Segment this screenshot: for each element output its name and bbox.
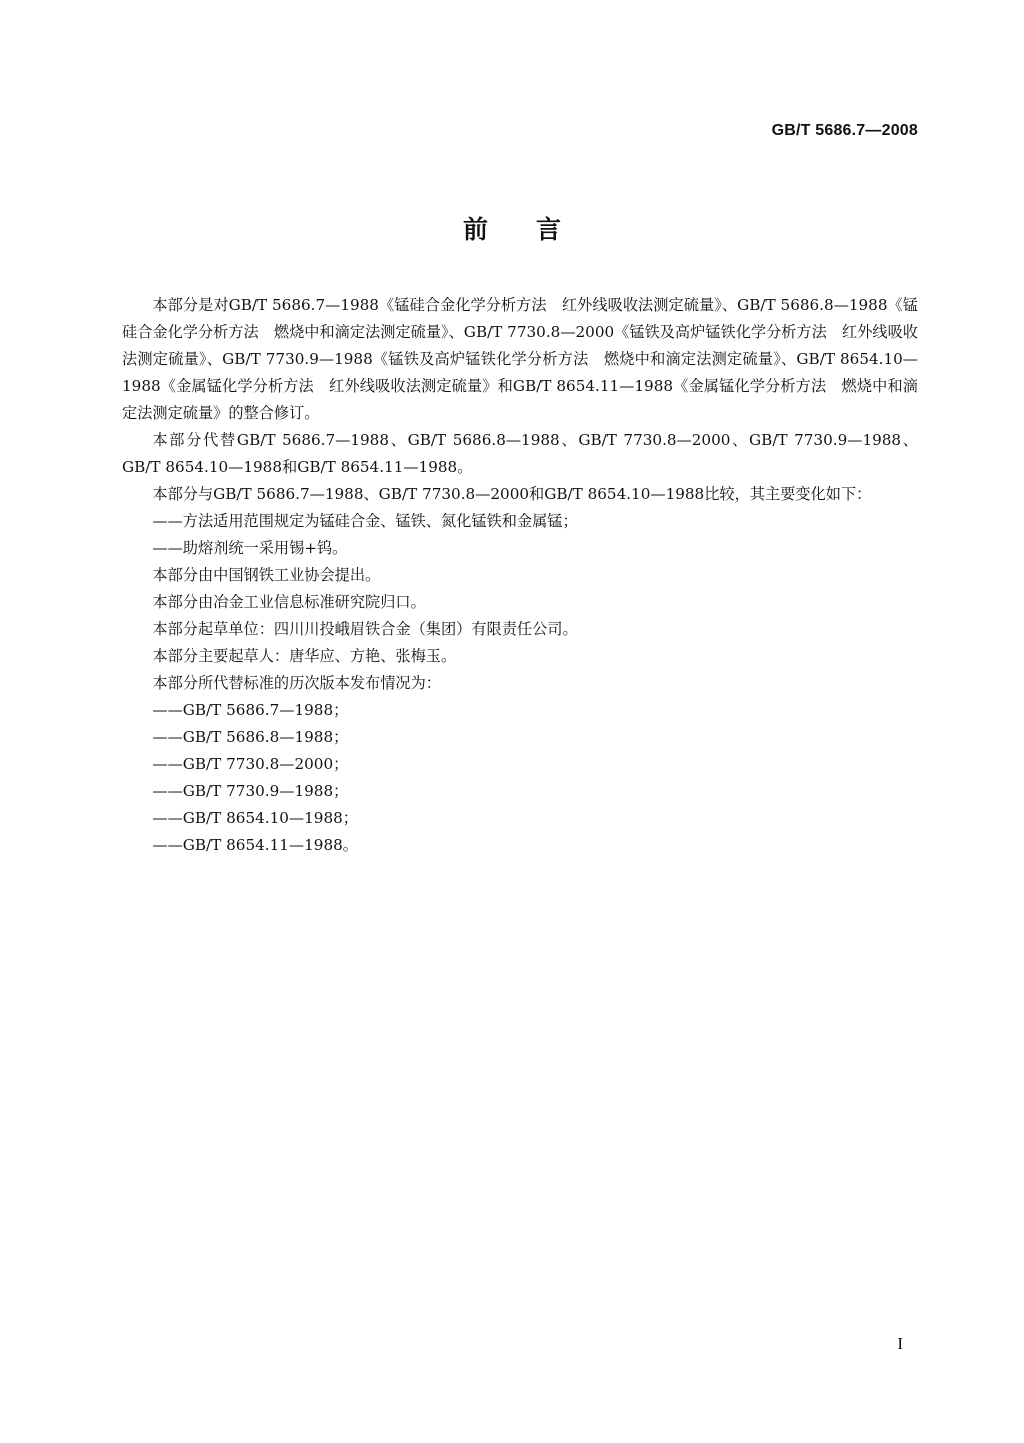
standard-code: GB/T 5686.7—2008 — [771, 122, 918, 139]
history-list — [122, 697, 918, 859]
changes-list — [122, 508, 918, 562]
page-title — [0, 210, 1024, 246]
list-item: ——方法适用范围规定为锰硅合金、锰铁、氮化锰铁和金属锰； — [152, 512, 578, 530]
statement-drafters: 本部分主要起草人：唐华应、方艳、张梅玉。 — [152, 647, 457, 665]
page-number: I — [897, 1334, 903, 1353]
list-item: ——GB/T 5686.7—1988； — [152, 701, 349, 719]
title-char-1: 前 — [462, 215, 488, 244]
statement-proposer: 本部分由中国钢铁工业协会提出。 — [152, 566, 381, 584]
paragraph-integration: 本部分是对GB/T 5686.7—1988《锰硅合金化学分析方法 红外线吸收法测定硫量》、GB/T 5686.8—1988《锰硅合金化学分析方法 燃烧中和滴定法测定硫量》、GB/T 7730.8—2000《锰铁及高炉锰铁化学分析方法 红外线吸收法测定硫量》、GB/T 7730.9—1988《锰铁及高炉锰铁化学分析方法 燃烧中和滴定法测定硫量》、GB/T 8654.10—1988《金属锰化学分析方法 红外线吸收法测定硫量》和GB/T 8654.11—1988《金属锰化学分析方法 燃烧中和滴定法测定硫量》的整合修订。 — [122, 296, 918, 422]
paragraph-replaces: 本部分代替GB/T 5686.7—1988、GB/T 5686.8—1988、GB/T 7730.8—2000、GB/T 7730.9—1988、GB/T 8654.10—1988和GB/T 8654.11—1988。 — [122, 431, 918, 476]
statement-centralized: 本部分由冶金工业信息标准研究院归口。 — [152, 593, 426, 611]
foreword-body — [122, 292, 918, 859]
list-item: ——GB/T 8654.10—1988； — [152, 809, 358, 827]
title-char-2: 言 — [536, 215, 562, 244]
list-item: ——GB/T 7730.8—2000； — [152, 755, 349, 773]
paragraph-changes-intro: 本部分与GB/T 5686.7—1988、GB/T 7730.8—2000和GB/T 8654.10—1988比较，其主要变化如下： — [152, 485, 872, 503]
list-item: ——GB/T 8654.11—1988。 — [152, 836, 358, 854]
list-item: ——GB/T 5686.8—1988； — [152, 728, 349, 746]
list-item: ——助熔剂统一采用锡+钨。 — [152, 539, 348, 557]
list-item: ——GB/T 7730.9—1988； — [152, 782, 349, 800]
statement-drafting-unit: 本部分起草单位：四川川投峨眉铁合金（集团）有限责任公司。 — [152, 620, 578, 638]
statement-history-intro: 本部分所代替标准的历次版本发布情况为： — [152, 674, 441, 692]
